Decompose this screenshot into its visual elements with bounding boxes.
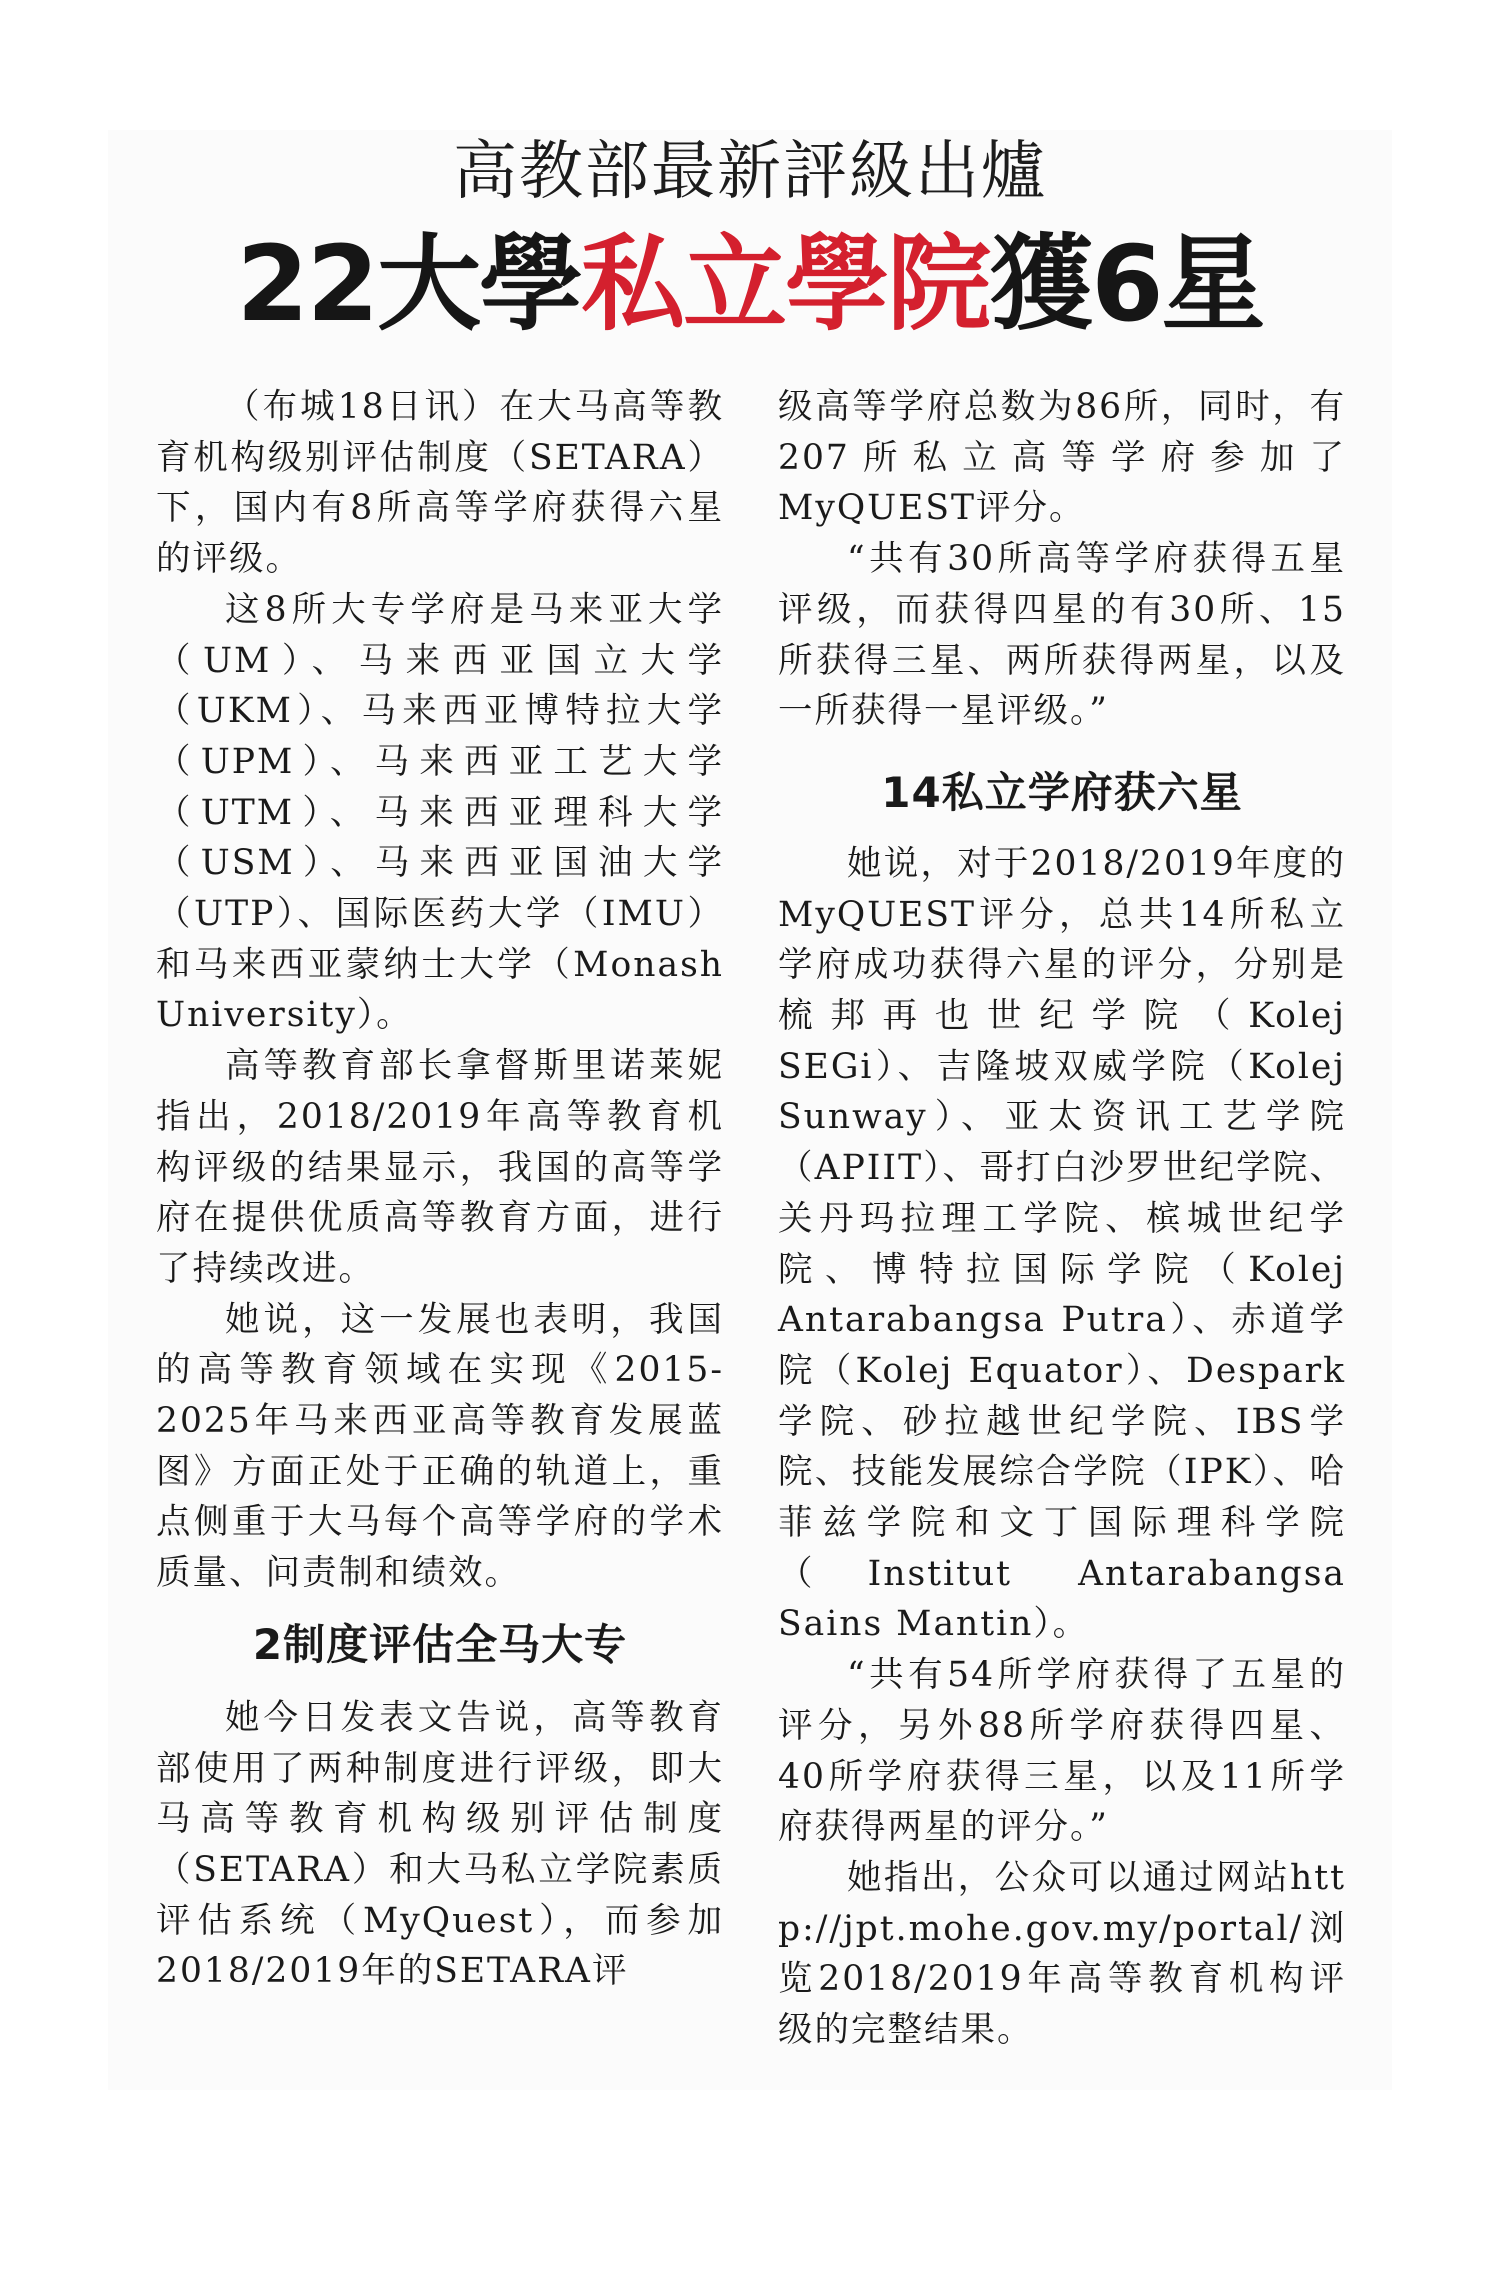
section-subheading: 14私立学府获六星 bbox=[881, 767, 1243, 817]
article-paragraph: （布城18日讯）在大马高等教育机构级别评估制度（SETARA）下，国内有8所高等学府获得六星的评级。 bbox=[156, 387, 724, 580]
article-paragraph: 高等教育部长拿督斯里诺莱妮指出，2018/2019年高等教育机构评级的结果显示，我国的高等学府在提供优质高等教育方面，进行了持续改进。 bbox=[156, 1046, 724, 1289]
article-paragraph: 这8所大专学府是马来亚大学（UM）、马来西亚国立大学（UKM）、马来西亚博特拉大学（UPM）、马来西亚工艺大学（UTM）、马来西亚理科大学（USM）、马来西亚国油大学（UTP）、国际医药大学（IMU）和马来西亚蒙纳士大学（Monash University）。 bbox=[156, 589, 724, 1036]
article-paragraph: “共有54所学府获得了五星的评分，另外88所学府获得四星、40所学府获得三星，以及11所学府获得两星的评分。” bbox=[778, 1655, 1346, 1848]
article-paragraph: 她说，这一发展也表明，我国的高等教育领域在实现《2015-2025年马来西亚高等教育发展蓝图》方面正处于正确的轨道上，重点侧重于大马每个高等学府的学术质量、问责制和绩效。 bbox=[156, 1299, 724, 1594]
section-subheading: 2制度评估全马大专 bbox=[252, 1619, 628, 1669]
article-paragraph: 她指出，公众可以通过网站http://jpt.mohe.gov.my/portal/浏览2018/2019年高等教育机构评级的完整结果。 bbox=[778, 1857, 1346, 2051]
headline-kicker: 高教部最新評級出爐 bbox=[453, 135, 1047, 209]
article-paragraph: 她说，对于2018/2019年度的MyQUEST评分，总共14所私立学府成功获得六星的评分，分别是梳邦再也世纪学院（Kolej SEGi）、吉隆坡双威学院（Kolej Sunway）、亚太资讯工艺学院（APIIT）、哥打白沙罗世纪学院、关丹玛拉理工学院、槟城世纪学院、博特拉国际学院（Kolej Antarabangsa Putra）、赤道学院（Kolej Equator）、Despark学院、砂拉越世纪学院、IBS学院、技能发展综合学院（IPK）、哈菲兹学院和文丁国际理科学院（Institut Antarabangsa Sains Mantin）。 bbox=[778, 843, 1346, 1645]
headline-main bbox=[0, 223, 1500, 345]
headline-main-suffix: 獲6星 bbox=[989, 223, 1264, 345]
article-paragraph: 她今日发表文告说，高等教育部使用了两种制度进行评级，即大马高等教育机构级别评估制度（SETARA）和大马私立学院素质评估系统（MyQuest），而参加2018/2019年的SETARA评 bbox=[156, 1697, 724, 1992]
article-column-right bbox=[778, 382, 1346, 2056]
headline-main-prefix: 22大學 bbox=[236, 223, 582, 345]
article-column-left bbox=[156, 382, 724, 1997]
article-paragraph-continued: 级高等学府总数为86所，同时，有207所私立高等学府参加了MyQUEST评分。 bbox=[778, 387, 1346, 529]
headline-main-accent: 私立學院 bbox=[581, 223, 990, 345]
article-paragraph: “共有30所高等学府获得五星评级，而获得四星的有30所、15所获得三星、两所获得两星，以及一所获得一星评级。” bbox=[778, 539, 1346, 732]
